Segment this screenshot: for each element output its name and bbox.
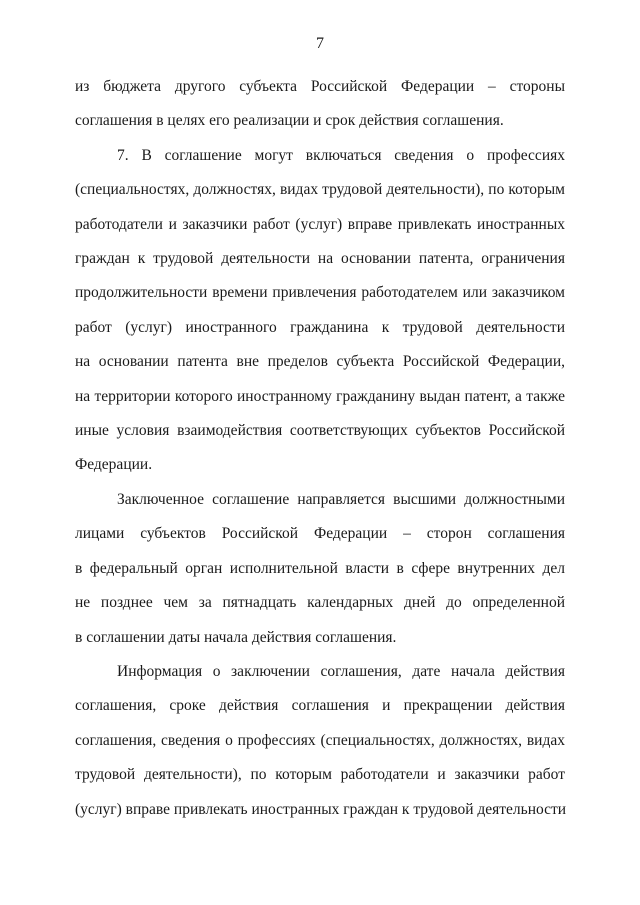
text-line: Федерации. [75,456,153,474]
paragraph [75,70,565,139]
text-line: работодатели и заказчики работ (услуг) вправе привлекать иностранных [75,215,565,233]
text-line: Информация о заключении соглашения, дате начала действия [117,662,565,680]
text-line: соглашения, сроке действия соглашения и прекращении действия [75,697,565,715]
text-line: в соглашении даты начала действия соглашения. [75,628,397,646]
text-line: граждан к трудовой деятельности на основании патента, ограничения [75,250,565,268]
text-line: лицами субъектов Российской Федерации – сторон соглашения [75,525,565,543]
text-line: (специальностях, должностях, видах трудовой деятельности), по которым [75,181,565,199]
text-line: из бюджета другого субъекта Российской Федерации – стороны [75,78,565,95]
text-line: иные условия взаимодействия соответствующих субъектов Российской [75,422,565,440]
text-line: не позднее чем за пятнадцать календарных дней до определенной [75,594,565,612]
paragraph [75,483,565,655]
text-line: работ (услуг) иностранного гражданина к трудовой деятельности [75,318,565,336]
text-line: в федеральный орган исполнительной власти в сфере внутренних дел [75,559,565,577]
text-line: 7. В соглашение могут включаться сведения о профессиях [117,146,565,164]
text-line: продолжительности времени привлечения работодателем или заказчиком [75,284,565,302]
paragraph [75,139,565,483]
text-line: соглашения в целях его реализации и срок действия соглашения. [75,112,504,130]
text-line: на основании патента вне пределов субъекта Российской Федерации, [75,353,565,371]
text-line: трудовой деятельности), по которым работодатели и заказчики работ [75,766,565,784]
text-line: на территории которого иностранному гражданину выдан патент, а также [75,387,565,405]
paragraph [75,655,565,827]
document-body [75,70,565,827]
text-line: соглашения, сведения о профессиях (специальностях, должностях, видах [75,731,565,749]
text-line: Заключенное соглашение направляется высшими должностными [117,490,565,508]
text-line: (услуг) вправе привлекать иностранных граждан к трудовой деятельности [75,800,567,818]
page-number: 7 [316,35,324,52]
